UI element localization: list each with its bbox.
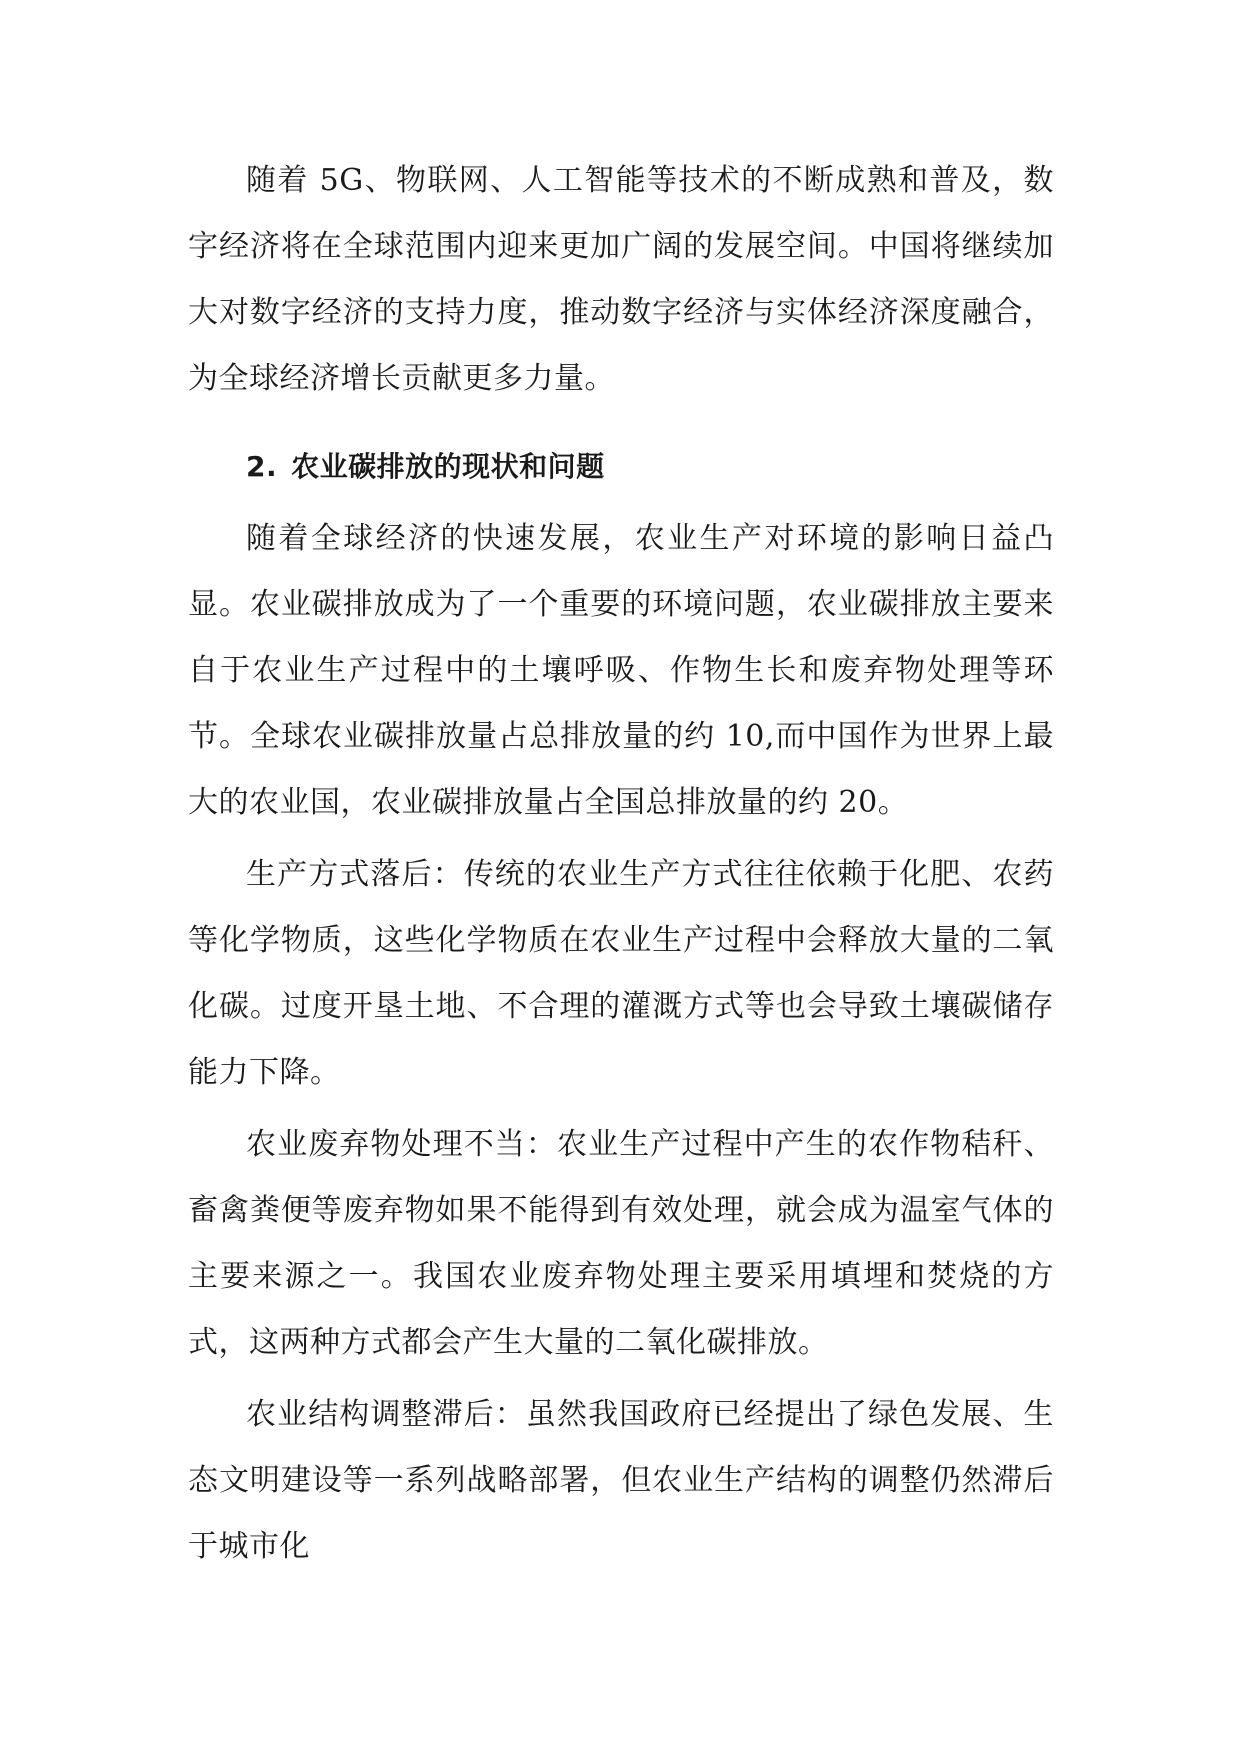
section-number: 2. [246,450,278,483]
paragraph-structure-adjustment: 农业结构调整滞后：虽然我国政府已经提出了绿色发展、生态文明建设等一系列战略部署，但农业生产结构的调整仍然滞后于城市化 [188,1397,1054,1564]
section-title: 农业碳排放的现状和问题 [291,450,605,483]
paragraph-digital-economy: 随着 5G、物联网、人工智能等技术的不断成熟和普及，数字经济将在全球范围内迎来更加广阔的发展空间。中国将继续加大对数字经济的支持力度，推动数字经济与实体经济深度融合，为全球经济增长贡献更多力量。 [188,163,1054,396]
paragraph-backward-production: 生产方式落后：传统的农业生产方式往往依赖于化肥、农药等化学物质，这些化学物质在农业生产过程中会释放大量的二氧化碳。过度开垦土地、不合理的灌溉方式等也会导致土壤碳储存能力下降。 [188,857,1054,1090]
document-body [188,148,1054,1586]
paragraph-agri-emissions-status: 随着全球经济的快速发展，农业生产对环境的影响日益凸显。农业碳排放成为了一个重要的环境问题，农业碳排放主要来自于农业生产过程中的土壤呼吸、作物生长和废弃物处理等环节。全球农业碳排放量占总排放量的约 10,而中国作为世界上最大的农业国，农业碳排放量占全国总排放量的约 20。 [188,521,1054,820]
paragraph-waste-disposal: 农业废弃物处理不当：农业生产过程中产生的农作物秸秆、畜禽粪便等废弃物如果不能得到有效处理，就会成为温室气体的主要来源之一。我国农业废弃物处理主要采用填埋和焚烧的方式，这两种方式都会产生大量的二氧化碳排放。 [188,1127,1054,1360]
section-heading [188,434,1054,500]
